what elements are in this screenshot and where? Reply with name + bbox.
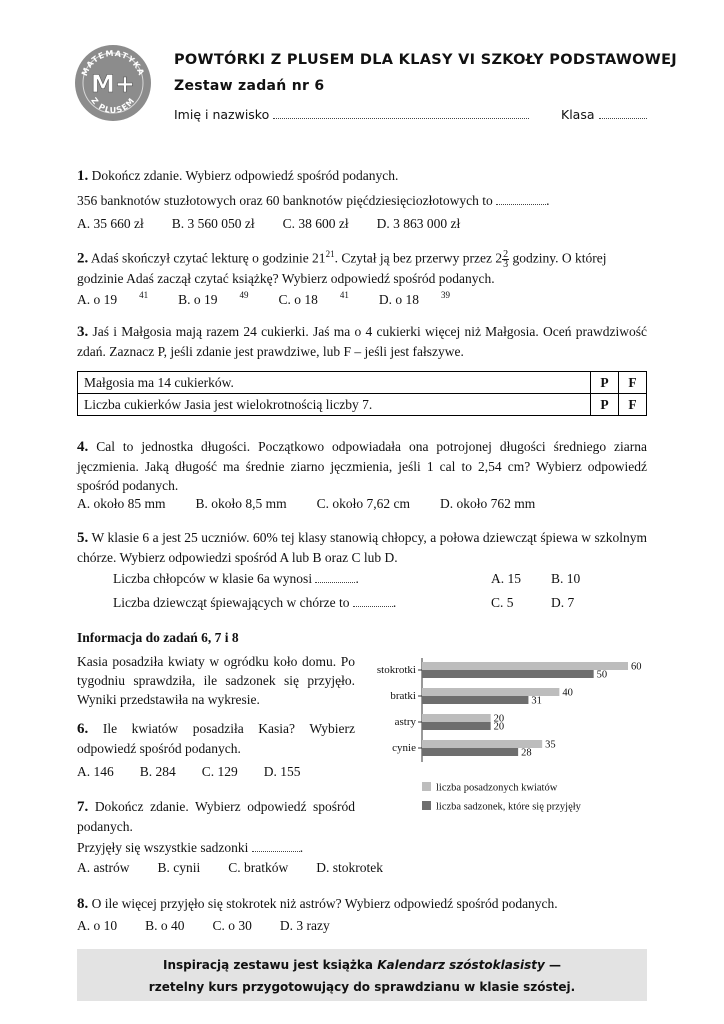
option-c[interactable] — [279, 290, 349, 308]
fraction-denominator: 3 — [503, 258, 509, 270]
time-superscript: 21 — [325, 249, 335, 259]
class-label: Klasa — [561, 107, 595, 122]
answer-blank[interactable] — [496, 193, 546, 205]
data-label: 31 — [531, 695, 542, 707]
line-text: Liczba dziewcząt śpiewających w chórze to — [113, 595, 350, 610]
question-text: Jaś i Małgosia mają razem 24 cukierki. Jaś ma o 4 cukierki więcej niż Małgosia. Oceń prawdziwość zdań. Zaznacz P, jeśli zdanie jest prawdziwe, lub F – jeśli jest fałszywe. — [77, 324, 647, 359]
question-2-options — [77, 290, 472, 308]
data-label: 60 — [631, 661, 642, 673]
option-a[interactable]: A. o 10 — [77, 918, 118, 933]
question-text: Ile kwiatów posadziła Kasia? Wybierz odpowiedź spośród podanych. — [77, 721, 355, 756]
question-number: 3. — [77, 324, 89, 340]
footer-line-1 — [77, 954, 647, 976]
q5-line-1: Liczba chłopców w klasie 6a wynosi . — [113, 571, 359, 586]
set-title: Zestaw zadań nr 6 — [174, 78, 325, 94]
question-text-c: godziny. O której godzinie Adaś zaczął czytać książkę? Wybierz odpowiedź spośród podanych. — [77, 250, 607, 286]
legend-label: liczba posadzonych kwiatów — [436, 782, 558, 794]
question-number: 6. — [77, 721, 89, 737]
bar — [422, 696, 528, 704]
category-label: cynie — [392, 742, 416, 754]
table-row — [78, 394, 647, 416]
option-a[interactable]: A. około 85 mm — [77, 496, 166, 511]
question-8 — [77, 894, 647, 914]
question-text: Dokończ zdanie. Wybierz odpowiedź spośród podanych. — [77, 799, 356, 834]
question-4 — [77, 437, 647, 495]
option-a[interactable] — [77, 290, 148, 308]
q5-option-c[interactable]: C. 5 — [491, 595, 514, 610]
logo-bottom-text: Z PLUSEM — [89, 95, 137, 116]
false-option[interactable]: F — [619, 394, 647, 416]
option-c[interactable]: C. 129 — [201, 764, 238, 779]
question-number: 2. — [77, 250, 89, 267]
option-label: D. o 18 — [378, 291, 420, 307]
false-option[interactable]: F — [619, 372, 647, 394]
option-b[interactable]: B. o 40 — [145, 918, 185, 933]
option-d[interactable]: D. stokrotek — [316, 860, 383, 875]
answer-blank[interactable] — [252, 840, 300, 852]
question-text: W klasie 6 a jest 25 uczniów. 60% tej klasy stanowią chłopcy, a połowa dziewcząt śpiewa w szkolnym chórze. Wybierz odpowiedzi spośród A lub B oraz C lub D. — [77, 530, 648, 565]
option-label: C. o 18 — [278, 291, 318, 307]
legend-label: liczba sadzonek, które się przyjęły — [436, 801, 581, 813]
footer-text: Inspiracją zestawu jest książka — [163, 958, 378, 972]
question-7-sentence: Przyjęły się wszystkie sadzonki . — [77, 840, 304, 855]
option-b[interactable]: B. 284 — [139, 764, 176, 779]
option-sup: 41 — [139, 290, 149, 300]
question-text-a: Adaś skończył czytać lekturę o godzinie 21 — [90, 250, 326, 266]
question-5 — [77, 528, 647, 567]
option-d[interactable]: D. 155 — [263, 764, 301, 779]
footer-line-2: rzetelny kurs przygotowujący do sprawdzianu w klasie szóstej. — [148, 980, 576, 994]
option-label: A. o 19 — [77, 291, 118, 307]
true-option[interactable]: P — [591, 394, 619, 416]
legend-swatch — [422, 782, 431, 791]
answer-blank[interactable] — [353, 595, 393, 607]
option-b[interactable] — [178, 290, 248, 308]
question-number: 7. — [77, 799, 89, 815]
name-field-label — [174, 107, 529, 122]
question-2 — [77, 245, 647, 288]
option-d[interactable]: D. 3 863 000 zł — [376, 216, 461, 231]
class-field-label — [561, 107, 647, 122]
option-a[interactable]: A. 35 660 zł — [77, 216, 144, 231]
logo-badge — [74, 44, 152, 122]
bar — [422, 714, 491, 722]
info-text: Kasia posadziła kwiaty w ogródku koło domu. Po tygodniu sprawdziła, ile sadzonek się przyjęło. Wyniki przedstawiła na wykresie. — [77, 654, 355, 707]
question-number: 5. — [77, 530, 89, 546]
option-c[interactable]: C. 38 600 zł — [282, 216, 349, 231]
option-d[interactable]: D. około 762 mm — [440, 496, 536, 511]
sentence-text: Przyjęły się wszystkie sadzonki — [77, 840, 249, 855]
name-input[interactable] — [273, 107, 529, 119]
question-7-options — [77, 860, 405, 876]
option-a[interactable]: A. 146 — [77, 764, 114, 779]
question-1 — [77, 166, 647, 186]
question-6 — [77, 719, 355, 758]
option-b[interactable]: B. cynii — [157, 860, 201, 875]
question-4-options — [77, 496, 557, 512]
logo-top-text: MATEMATYKA — [79, 48, 146, 78]
logo-mark: M+ — [91, 70, 135, 98]
question-text-b: . Czytał ją bez przerwy przez 2 — [334, 250, 503, 266]
question-7 — [77, 797, 355, 836]
option-b[interactable]: B. około 8,5 mm — [195, 496, 287, 511]
info-title: Informacja do zadań 6, 7 i 8 — [77, 630, 239, 645]
option-c[interactable]: C. o 30 — [212, 918, 252, 933]
data-label: 35 — [545, 739, 556, 751]
question-6-options — [77, 764, 323, 780]
sentence-text: 356 banknotów stuzłotowych oraz 60 banknotów pięćdziesięciozłotowych to — [77, 193, 493, 208]
name-label: Imię i nazwisko — [174, 107, 270, 122]
bar — [422, 748, 518, 756]
q5-option-d[interactable]: D. 7 — [551, 595, 575, 610]
question-number: 1. — [77, 168, 89, 184]
question-number: 8. — [77, 896, 89, 912]
option-c[interactable]: C. bratków — [228, 860, 289, 875]
option-c[interactable]: C. około 7,62 cm — [316, 496, 411, 511]
line-text: Liczba chłopców w klasie 6a wynosi — [113, 571, 313, 586]
data-label: 40 — [562, 687, 573, 699]
option-label: B. o 19 — [178, 291, 218, 307]
class-input[interactable] — [599, 107, 647, 119]
q5-option-a[interactable]: A. 15 — [491, 571, 521, 586]
data-label: 50 — [596, 669, 608, 681]
statement: Małgosia ma 14 cukierków. — [78, 372, 591, 394]
option-sup: 41 — [339, 290, 349, 300]
table-row — [78, 372, 647, 394]
bar-chart — [362, 652, 662, 817]
q5-option-b[interactable]: B. 10 — [551, 571, 581, 586]
true-false-table — [77, 371, 647, 416]
logo — [74, 44, 152, 122]
question-3 — [77, 322, 647, 361]
question-text: Cal to jednostka długości. Początkowo odpowiadała ona potrojonej długości średniego ziarna jęczmienia. Jaką długość ma średnie ziarno jęczmienia, jeśli 1 cal to 2,54 cm? Wybierz odpowiedź spośród podanych. — [77, 439, 647, 493]
question-8-options — [77, 918, 352, 934]
footer-dash: — — [544, 958, 561, 972]
question-text: Dokończ zdanie. Wybierz odpowiedź spośród podanych. — [91, 168, 399, 183]
statement: Liczba cukierków Jasia jest wielokrotnością liczby 7. — [78, 394, 591, 416]
option-d[interactable] — [379, 290, 450, 308]
q5-line-2: Liczba dziewcząt śpiewających w chórze to . — [113, 595, 397, 610]
option-sup: 49 — [239, 290, 249, 300]
answer-blank[interactable] — [315, 571, 355, 583]
page-title: POWTÓRKI Z PLUSEM DLA KLASY VI SZKOŁY PODSTAWOWEJ — [174, 52, 677, 68]
bar — [422, 670, 594, 678]
category-label: stokrotki — [376, 664, 416, 676]
data-label: 28 — [521, 747, 532, 759]
category-label: bratki — [390, 690, 416, 702]
option-a[interactable]: A. astrów — [77, 860, 130, 875]
true-option[interactable]: P — [591, 372, 619, 394]
option-d[interactable]: D. 3 razy — [279, 918, 330, 933]
option-b[interactable]: B. 3 560 050 zł — [171, 216, 255, 231]
book-title: Kalendarz szóstoklasisty — [377, 958, 545, 972]
category-label: astry — [394, 716, 416, 728]
legend-swatch — [422, 801, 431, 810]
footer-note — [77, 949, 647, 1001]
question-number: 4. — [77, 439, 89, 455]
question-text: O ile więcej przyjęło się stokrotek niż astrów? Wybierz odpowiedź spośród podanych. — [91, 896, 558, 911]
fraction-numerator: 2 — [503, 248, 509, 260]
data-label: 20 — [493, 713, 505, 725]
data-label: 20 — [493, 721, 505, 733]
question-1-options — [77, 216, 482, 232]
option-sup: 39 — [441, 290, 451, 300]
bar — [422, 722, 491, 730]
question-1-sentence: 356 banknotów stuzłotowych oraz 60 banknotów pięćdziesięciozłotowych to . — [77, 193, 550, 208]
